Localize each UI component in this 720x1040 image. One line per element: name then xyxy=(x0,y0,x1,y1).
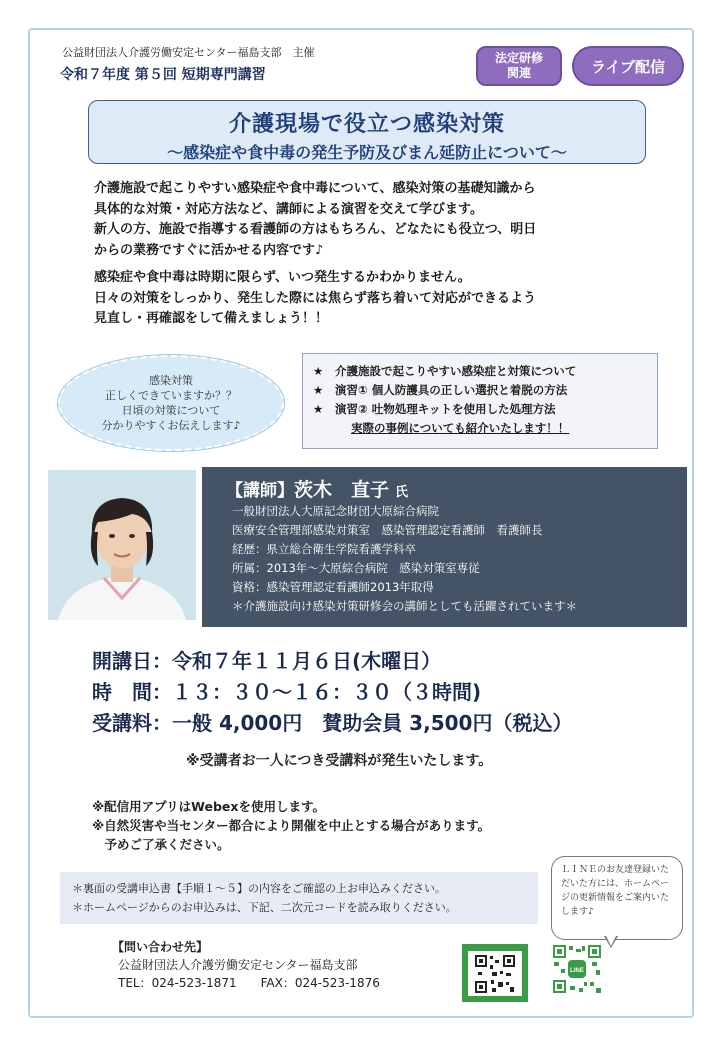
lecturer-label: 【講師】 xyxy=(226,481,294,501)
schedule-time: 時 間：１３：３０～１６：３０（３時間) xyxy=(92,680,482,704)
lecturer-name: 茨木 直子 xyxy=(294,479,390,501)
point-item: ★ 介護施設で起こりやすい感染症と対策について xyxy=(313,362,647,381)
lecturer-panel xyxy=(202,467,687,627)
contact-heading: 【問い合わせ先】 xyxy=(112,940,209,954)
bubble-line: 分かりやすくお伝えします♪ xyxy=(101,419,241,432)
lecturer-career: 経歴：県立総合衛生学院看護学科卒 xyxy=(232,542,416,556)
intro-line: 感染症や食中毒は時期に限らず、いつ発生するかわかりません。 xyxy=(94,270,471,285)
contact-block xyxy=(112,938,380,992)
lecture-series: 令和７年度 第５回 短期専門講習 xyxy=(60,67,266,83)
point-item: ★ 演習① 個人防護具の正しい選択と着脱の方法 xyxy=(313,381,647,400)
line-callout: ＬＩＮＥのお友達登録いただいた方には、ホームページの更新情報をご案内いたします♪ xyxy=(551,856,683,940)
apply-line: ＊ホームページからのお申込みは、下記、二次元コードを読み取りください。 xyxy=(72,901,457,914)
intro-line: 見直し・再確認をして備えましょう！！ xyxy=(94,311,329,326)
intro-line: 介護施設で起こりやすい感染症や食中毒について、感染対策の基礎知識から xyxy=(94,181,536,196)
lecturer-qualification: 資格：感染管理認定看護師2013年取得 xyxy=(232,580,434,594)
contact-org: 公益財団法人介護労働安定センター福島支部 xyxy=(118,958,358,972)
contact-phone: TEL：024-523-1871 FAX：024-523-1876 xyxy=(118,976,380,990)
mandatory-training-badge xyxy=(476,46,562,86)
notices xyxy=(92,797,490,854)
intro-line: からの業務ですぐに活かせる内容です♪ xyxy=(94,242,324,258)
badge-label: 法定研修関連 xyxy=(495,51,544,80)
lecturer-note: ＊介護施設向け感染対策研修会の講師としても活躍されています＊ xyxy=(232,599,577,613)
main-title: 介護現場で役立つ感染対策 xyxy=(228,112,505,137)
homepage-qr-code[interactable] xyxy=(462,942,528,1004)
point-item: ★ 演習② 吐物処理キットを使用した処理方法 xyxy=(313,400,647,419)
lecturer-photo xyxy=(48,470,196,620)
star-icon: ★ xyxy=(313,364,324,378)
star-icon: ★ xyxy=(313,402,324,416)
line-qr-label: LINE xyxy=(570,968,584,974)
schedule-fee: 受講料：一般 4,000円 賛助会員 3,500円（税込） xyxy=(92,711,573,735)
fee-note: ※受講者お一人につき受講料が発生いたします。 xyxy=(186,753,493,769)
intro-line: 具体的な対策・対応方法など、講師による演習を交えて学びます。 xyxy=(94,201,483,217)
star-icon: ★ xyxy=(313,383,324,397)
notice-line: ※配信用アプリはWebexを使用します。 xyxy=(92,799,325,814)
point-footer: 実際の事例についても紹介いたします！！ xyxy=(351,421,570,435)
bubble-line: 感染対策 xyxy=(149,374,193,387)
bubble-line: 日頃の対策について xyxy=(121,404,221,417)
lecturer-assignment: 所属：2013年～大原綜合病院 感染対策室専従 xyxy=(232,561,480,575)
title-box xyxy=(88,100,646,164)
schedule-block xyxy=(92,646,572,739)
intro-line: 新人の方、施設で指導する看護師の方はもちろん、どなたにも役立つ、明日 xyxy=(94,222,537,237)
lecturer-heading xyxy=(226,475,673,502)
apply-line: ＊裏面の受講申込書【手順１～５】の内容をご確認の上お申込みください。 xyxy=(72,882,446,895)
application-instructions xyxy=(60,872,538,924)
intro-text xyxy=(94,179,654,330)
intro-line: 日々の対策をしっかり、発生した際には焦らず落ち着いて対応ができるよう xyxy=(94,290,537,306)
notice-line: 予めご了承ください。 xyxy=(92,837,230,852)
speech-bubble xyxy=(58,355,284,451)
notice-line: ※自然災害や当センター都合により開催を中止とする場合があります。 xyxy=(92,818,491,833)
lecturer-position: 医療安全管理部感染対策室 感染管理認定看護師 看護師長 xyxy=(232,523,543,537)
badge-label: ライブ配信 xyxy=(590,57,666,76)
bubble-line: 正しくできていますか？？ xyxy=(105,389,237,402)
lecturer-honorific: 氏 xyxy=(394,485,408,500)
lecturer-affiliation: 一般財団法人大原記念財団大原綜合病院 xyxy=(232,504,439,518)
organizer-text: 公益財団法人介護労働安定センター福島支部 主催 xyxy=(62,46,315,59)
schedule-date: 開講日：令和７年１１月６日(木曜日） xyxy=(92,649,442,673)
content-points-box xyxy=(302,353,658,449)
sub-title: ～感染症や食中毒の発生予防及びまん延防止について～ xyxy=(167,143,567,162)
line-qr-code[interactable] xyxy=(552,944,602,994)
live-stream-badge xyxy=(572,46,684,86)
